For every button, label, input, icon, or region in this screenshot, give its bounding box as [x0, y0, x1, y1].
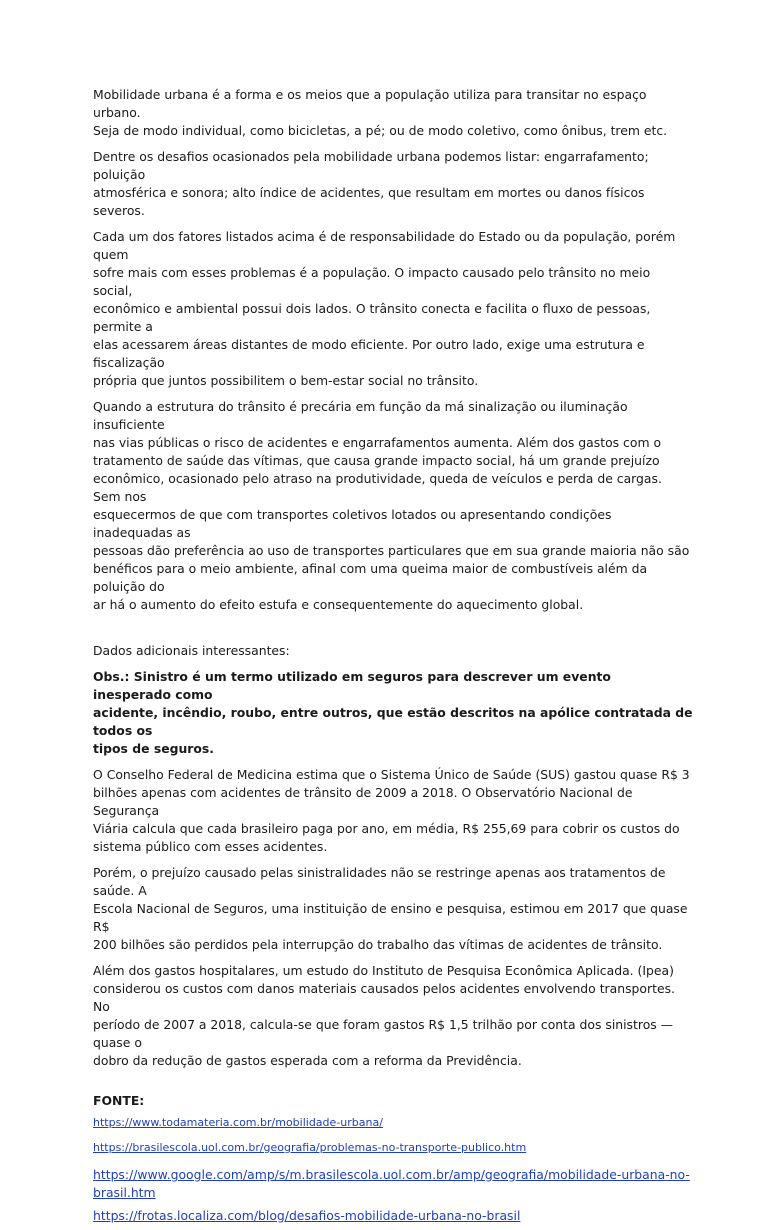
source-link-google-amp[interactable]: https://www.google.com/amp/s/m.brasilescola.uol.com.br/amp/geografia/mobilidade-urbana-no- brasil.htm	[93, 1167, 690, 1200]
extra-heading: Dados adicionais interessantes:	[93, 643, 290, 658]
document-page	[93, 86, 693, 1230]
obs-paragraph: Obs.: Sinistro é um termo utilizado em seguros para descrever um evento inesperado como acidente, incêndio, roubo, entre outros, que estão descritos na apólice contratada de todos os tipos de seguros.	[93, 669, 693, 756]
spacer	[93, 622, 693, 642]
paragraph-mobilidade-definicao: Mobilidade urbana é a forma e os meios que a população utiliza para transitar no espaço urbano. Seja de modo individual, como bicicletas, a pé; ou de modo coletivo, como ônibus, trem etc.	[93, 87, 668, 138]
paragraph-conselho: O Conselho Federal de Medicina estima que o Sistema Único de Saúde (SUS) gastou quase R$ 3 bilhões apenas com acidentes de trânsito de 2009 a 2018. O Observatório Nacional de Segurança Viária calcula que cada brasileiro paga por ano, em média, R$ 255,69 para cobrir os custos do sistema público com esses acidentes.	[93, 767, 690, 854]
source-link-localiza[interactable]: https://frotas.localiza.com/blog/desafios-mobilidade-urbana-no-brasil	[93, 1208, 521, 1223]
paragraph-desafios: Dentre os desafios ocasionados pela mobilidade urbana podemos listar: engarrafamento; poluição atmosférica e sonora; alto índice de acidentes, que resultam em mortes ou danos físicos severos.	[93, 149, 649, 218]
source-link-brasilescola[interactable]: https://brasilescola.uol.com.br/geografia/problemas-no-transporte-publico.htm	[93, 1141, 527, 1154]
paragraph-ipea: Além dos gastos hospitalares, um estudo do Instituto de Pesquisa Econômica Aplicada. (Ipea) considerou os custos com danos materiais causados pelos acidentes envolvendo transportes. No período de 2007 a 2018, calcula-se que foram gastos R$ 1,5 trilhão por conta dos sinistros — quase o dobro da redução de gastos esperada com a reforma da Previdência.	[93, 963, 675, 1068]
paragraph-fatores: Cada um dos fatores listados acima é de responsabilidade do Estado ou da população, porém quem sofre mais com esses problemas é a população. O impacto causado pelo trânsito no meio social, econômico e ambiental possui dois lados. O trânsito conecta e facilita o fluxo de pessoas, permite a elas acessarem áreas distantes de modo eficiente. Por outro lado, exige uma estrutura e fiscalização própria que juntos possibilitem o bem-estar social no trânsito.	[93, 229, 676, 388]
fonte-title: FONTE:	[93, 1093, 145, 1108]
paragraph-estrutura-transito: Quando a estrutura do trânsito é precária em função da má sinalização ou iluminação insuficiente nas vias públicas o risco de acidentes e engarrafamentos aumenta. Além dos gastos com o tratamento de saúde das vítimas, que causa grande impacto social, há um grande prejuízo econômico, ocasionado pelo atraso na produtividade, queda de veículos e perda de cargas. Sem nos esquecermos de que com transportes coletivos lotados ou apresentando condições inadequadas as pessoas dão preferência ao uso de transportes particulares que em sua grande maioria não são benéficos para o meio ambiente, afinal com uma queima maior de combustíveis além da poluição do ar há o aumento do efeito estufa e consequentemente do aquecimento global.	[93, 399, 690, 612]
spacer	[93, 1078, 693, 1092]
source-link-todamateria[interactable]: https://www.todamateria.com.br/mobilidade-urbana/	[93, 1116, 383, 1129]
paragraph-prejuizo: Porém, o prejuízo causado pelas sinistralidades não se restringe apenas aos tratamentos de saúde. A Escola Nacional de Seguros, uma instituição de ensino e pesquisa, estimou em 2017 que quase R$ 200 bilhões são perdidos pela interrupção do trabalho das vítimas de acidentes de trânsito.	[93, 865, 688, 952]
